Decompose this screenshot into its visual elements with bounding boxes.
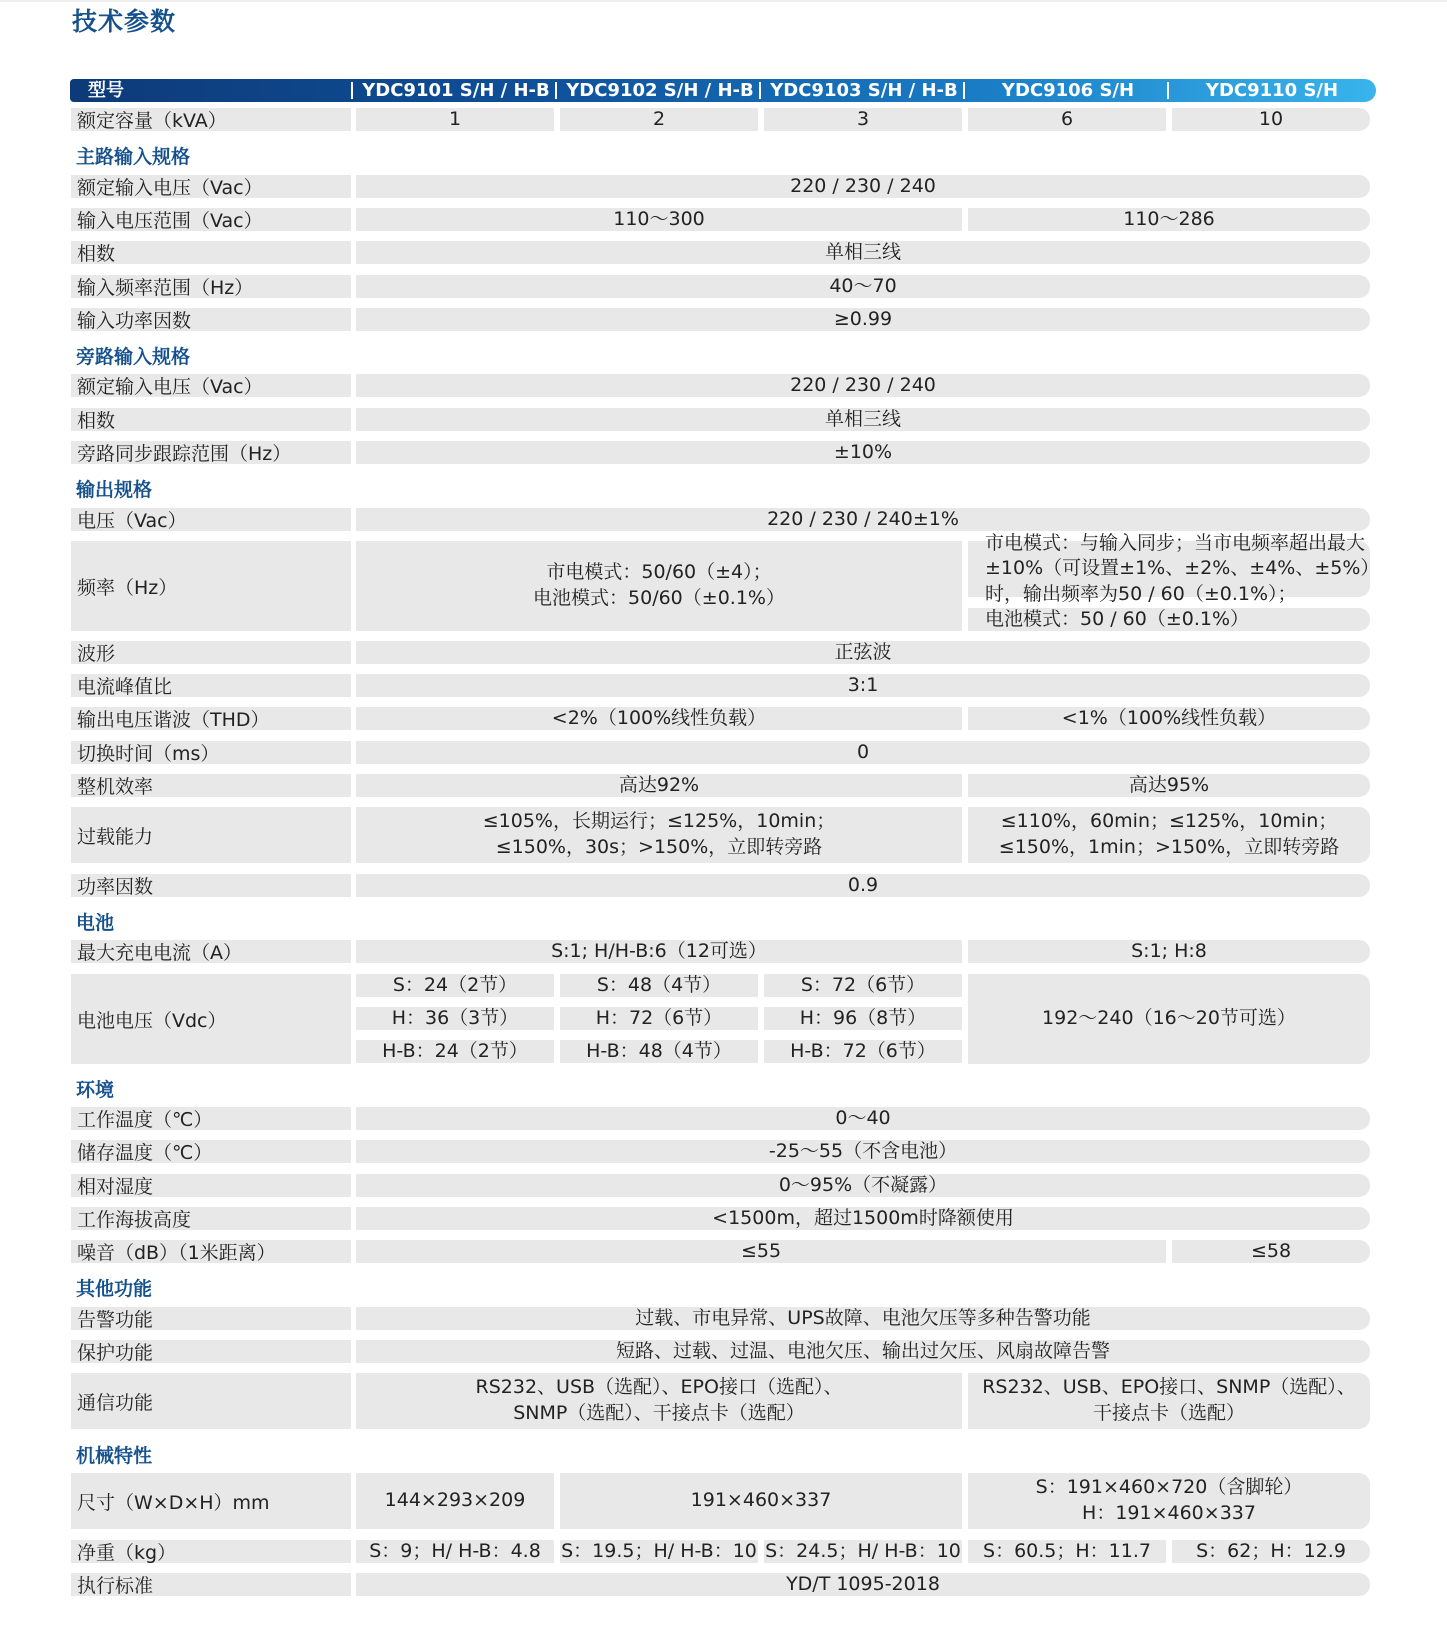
value-text: 干接点卡（选配）: [1092, 1402, 1245, 1424]
value-cell: [356, 774, 962, 797]
value-cell: [764, 108, 962, 131]
value-text: -25～55（不含电池）: [768, 1139, 958, 1162]
value-text: S：19.5；H/ H-B：10: [561, 1539, 757, 1562]
value-cell: [356, 275, 1370, 298]
value-text: S：48（4节）: [596, 973, 722, 996]
value-cell: [968, 774, 1370, 797]
value-text: 192～240（16～20节可选）: [1042, 1007, 1296, 1030]
value-text: S：60.5；H：11.7: [983, 1539, 1151, 1562]
value-text: ≤150%，30s；>150%，立即转旁路: [495, 836, 823, 858]
value-text: 单相三线: [824, 407, 901, 430]
value-cell: [968, 807, 1370, 863]
value-cell: [356, 1340, 1370, 1363]
row-label: 工作海拔高度: [71, 1207, 351, 1230]
row-label: 电流峰值比: [71, 674, 351, 697]
value-cell: [356, 1307, 1370, 1330]
value-cell: [356, 1007, 554, 1030]
value-cell: [968, 1540, 1166, 1563]
row-label: 电池电压（Vdc）: [71, 974, 351, 1064]
value-cell: [968, 531, 1380, 605]
model-name-4: YDC9106 S/H: [1001, 80, 1135, 101]
value-cell: [356, 1140, 1370, 1163]
header-separator: [759, 82, 761, 99]
value-text: 市电模式：50/60（±4）；: [546, 561, 772, 584]
value-cell: [764, 974, 962, 997]
value-text: <1500m，超过1500m时降额使用: [712, 1206, 1014, 1229]
value-cell: [356, 1207, 1370, 1230]
value-cell: [356, 1473, 554, 1529]
row-label: 噪音（dB）（1米距离）: [71, 1240, 351, 1263]
value-text: 144×293×209: [384, 1489, 526, 1512]
row-label: 额定容量（kVA）: [71, 108, 351, 131]
value-text: ≤55: [740, 1239, 782, 1262]
value-text: ≤110%，60min；≤125%，10min；: [1000, 810, 1338, 833]
value-cell: [968, 108, 1166, 131]
value-text: H：36（3节）: [391, 1006, 519, 1029]
section-heading: 旁路输入规格: [76, 346, 191, 368]
value-cell: [356, 1040, 554, 1063]
value-cell: [356, 241, 1370, 264]
value-text: 0: [856, 740, 870, 763]
value-text: 0.9: [847, 873, 879, 896]
row-label: 输入功率因数: [71, 308, 351, 331]
value-text: 0～40: [835, 1106, 891, 1129]
value-cell: [356, 674, 1370, 697]
value-text: 0～95%（不凝露）: [778, 1173, 948, 1196]
value-cell: [356, 508, 1370, 531]
value-text: 220 / 230 / 240: [790, 174, 936, 197]
value-text: S：72（6节）: [800, 973, 926, 996]
value-cell: [356, 741, 1370, 764]
model-name-1: YDC9101 S/H / H-B: [362, 80, 550, 101]
value-text: 市电模式：与输入同步；当市电频率超出最大: [985, 531, 1366, 554]
row-label: 输入电压范围（Vac）: [71, 208, 351, 231]
value-cell: [560, 1540, 758, 1563]
value-text: S：62；H：12.9: [1196, 1539, 1346, 1562]
row-label: 过载能力: [71, 807, 351, 863]
value-text: 40～70: [829, 274, 897, 297]
value-text: RS232、USB、EPO接口、SNMP（选配）、: [982, 1376, 1356, 1399]
value-cell: [356, 1573, 1370, 1596]
value-text: H：191×460×337: [1082, 1502, 1256, 1524]
value-text: ≤105%，长期运行；≤125%，10min；: [482, 810, 836, 833]
value-cell: [356, 641, 1370, 664]
value-text: 220 / 230 / 240: [790, 373, 936, 396]
value-cell: [1172, 1540, 1370, 1563]
row-label: 功率因数: [71, 874, 351, 897]
value-text: 191×460×337: [690, 1489, 832, 1512]
row-label: 额定输入电压（Vac）: [71, 175, 351, 198]
value-cell: [356, 408, 1370, 431]
value-cell: [764, 1540, 962, 1563]
model-name-5: YDC9110 S/H: [1205, 80, 1339, 101]
value-cell: [560, 1040, 758, 1063]
value-text: 高达95%: [1128, 773, 1210, 796]
row-label: 相对湿度: [71, 1174, 351, 1197]
value-text: 6: [1060, 107, 1074, 130]
model-header-label: 型号: [88, 80, 124, 101]
value-cell: [356, 707, 962, 730]
row-label: 输入频率范围（Hz）: [71, 275, 351, 298]
value-text: S:1; H:8: [1131, 939, 1207, 962]
value-text: RS232、USB（选配）、EPO接口（选配）、: [475, 1376, 843, 1399]
row-label: 切换时间（ms）: [71, 741, 351, 764]
value-text: ≥0.99: [833, 307, 893, 330]
value-cell: [356, 940, 962, 963]
value-cell: [764, 1007, 962, 1030]
value-text: 110～300: [613, 207, 705, 230]
page-title: 技术参数: [72, 7, 177, 36]
section-heading: 机械特性: [76, 1445, 153, 1467]
value-text: H-B：72（6节）: [790, 1039, 936, 1062]
value-text: 110～286: [1123, 207, 1215, 230]
value-cell: [356, 1174, 1370, 1197]
row-label: 相数: [71, 241, 351, 264]
section-heading: 环境: [76, 1079, 115, 1101]
value-cell: [1172, 108, 1370, 131]
value-text: 高达92%: [618, 773, 700, 796]
model-name-2: YDC9102 S/H / H-B: [566, 80, 754, 101]
section-heading: 输出规格: [76, 479, 153, 501]
value-text: ≤58: [1250, 1239, 1292, 1262]
value-cell: [968, 608, 1370, 631]
value-cell: [764, 1040, 962, 1063]
header-separator: [963, 82, 965, 99]
row-label: 执行标准: [71, 1573, 351, 1596]
value-cell: [356, 874, 1370, 897]
value-text: <2%（100%线性负载）: [551, 706, 767, 729]
value-cell: [356, 308, 1370, 331]
value-text: 短路、过载、过温、电池欠压、输出过欠压、风扇故障告警: [615, 1339, 1110, 1362]
value-cell: [356, 541, 962, 631]
row-label: 工作温度（℃）: [71, 1107, 351, 1130]
section-heading: 电池: [76, 912, 115, 934]
section-heading: 主路输入规格: [76, 146, 191, 168]
value-cell: [356, 108, 554, 131]
section-heading: 其他功能: [76, 1278, 153, 1300]
value-cell: [968, 707, 1370, 730]
value-text: H：72（6节）: [595, 1006, 723, 1029]
value-text: S：191×460×720（含脚轮）: [1035, 1476, 1303, 1499]
row-label: 最大充电电流（A）: [71, 940, 351, 963]
value-text: S：9；H/ H-B：4.8: [369, 1539, 541, 1562]
value-cell: [356, 175, 1370, 198]
value-cell: [968, 974, 1370, 1064]
row-label: 告警功能: [71, 1307, 351, 1330]
header-separator: [351, 82, 353, 99]
value-cell: [560, 1007, 758, 1030]
value-text: ±10%: [833, 440, 893, 463]
value-text: ≤150%，1min；>150%，立即转旁路: [998, 836, 1340, 858]
value-text: 2: [652, 107, 666, 130]
row-label: 旁路同步跟踪范围（Hz）: [71, 441, 351, 464]
value-text: 电池模式：50 / 60（±0.1%）: [985, 607, 1250, 630]
value-cell: [356, 974, 554, 997]
header-separator: [1167, 82, 1169, 99]
value-text: 时，输出频率为50 / 60（±0.1%）；: [985, 582, 1297, 605]
row-label: 通信功能: [71, 1373, 351, 1429]
row-label: 相数: [71, 408, 351, 431]
value-text: ±10%（可设置±1%、±2%、±4%、±5%）: [985, 557, 1380, 580]
value-text: 电池模式：50/60（±0.1%）: [533, 587, 785, 609]
value-cell: [356, 441, 1370, 464]
value-text: 过载、市电异常、UPS故障、电池欠压等多种告警功能: [635, 1306, 1091, 1329]
value-text: 单相三线: [824, 240, 901, 263]
row-label: 储存温度（℃）: [71, 1140, 351, 1163]
value-cell: [560, 974, 758, 997]
value-cell: [968, 1373, 1370, 1429]
value-text: H：96（8节）: [799, 1006, 927, 1029]
value-cell: [356, 1240, 1166, 1263]
value-text: 1: [448, 107, 462, 130]
value-text: S:1; H/H-B:6（12可选）: [551, 939, 767, 962]
value-text: 220 / 230 / 240±1%: [767, 507, 959, 530]
row-label: 净重（kg）: [71, 1540, 351, 1563]
value-text: 3: [856, 107, 870, 130]
value-text: 正弦波: [834, 640, 892, 663]
value-cell: [356, 807, 962, 863]
value-cell: [560, 108, 758, 131]
value-text: SNMP（选配）、干接点卡（选配）: [513, 1402, 805, 1424]
value-text: H-B：24（2节）: [382, 1039, 528, 1062]
value-text: S：24.5；H/ H-B：10: [765, 1539, 961, 1562]
value-text: 10: [1258, 107, 1284, 130]
row-label: 整机效率: [71, 774, 351, 797]
model-name-3: YDC9103 S/H / H-B: [770, 80, 958, 101]
row-label: 波形: [71, 641, 351, 664]
value-cell: [968, 940, 1370, 963]
row-label: 额定输入电压（Vac）: [71, 374, 351, 397]
value-cell: [356, 208, 962, 231]
row-label: 输出电压谐波（THD）: [71, 707, 351, 730]
value-cell: [356, 1107, 1370, 1130]
value-cell: [356, 1540, 554, 1563]
row-label: 保护功能: [71, 1340, 351, 1363]
value-text: H-B：48（4节）: [586, 1039, 732, 1062]
row-label: 电压（Vac）: [71, 508, 351, 531]
value-cell: [356, 374, 1370, 397]
value-cell: [968, 1473, 1370, 1529]
value-cell: [560, 1473, 962, 1529]
value-text: 3:1: [847, 673, 879, 696]
value-text: <1%（100%线性负载）: [1061, 706, 1277, 729]
value-cell: [1172, 1240, 1370, 1263]
row-label: 频率（Hz）: [71, 541, 351, 631]
value-text: YD/T 1095-2018: [786, 1572, 940, 1595]
value-cell: [356, 1373, 962, 1429]
value-text: S：24（2节）: [392, 973, 518, 996]
header-separator: [555, 82, 557, 99]
value-cell: [968, 208, 1370, 231]
row-label: 尺寸（W×D×H）mm: [71, 1473, 351, 1529]
